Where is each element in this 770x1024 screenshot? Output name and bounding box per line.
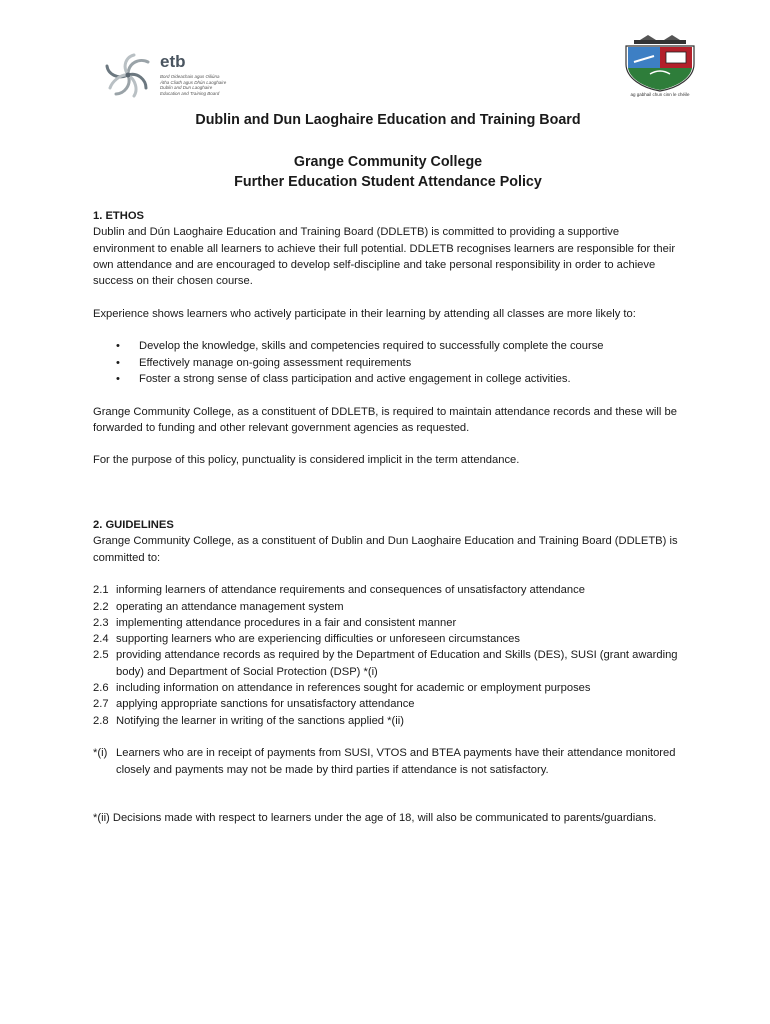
etb-logo-line: Dublin and Dun Laoghaire [160,85,213,90]
document-body [93,110,683,843]
footnote-ii: *(ii) Decisions made with respect to learners under the age of 18, will also be communicated to parents/guardians. [93,812,657,825]
list-item [93,355,683,371]
etb-wordmark: etb [160,52,186,71]
footnote-tag: *(i) [93,747,108,760]
list-item [93,713,683,729]
item-number: 2.1 [93,584,109,597]
item-number: 2.6 [93,682,109,695]
college-name: Grange Community College [293,154,483,170]
etb-logo-line: Education and Training Board [160,90,220,96]
item-text: providing attendance records as required by the Department of Education and Skills (DES), SUSI (grant awarding body) and Department of Social Protection (DSP) *(i) [116,649,678,678]
item-number: 2.5 [93,649,109,662]
etb-logo-line: Átha Cliath agus Dhún Laoghaire [160,79,227,85]
college-crest [620,34,700,104]
ethos-paragraph: Dublin and Dún Laoghaire Education and Training Board (DDLETB) is committed to providing a supportive environment to enable all learners to achieve their full potential. DDLETB recognises learners are responsible for their own attendance and are encouraged to develop self-discipline and take personal responsibility in order to achieve success on their chosen course. [93,226,676,288]
list-item-text: Effectively manage on-going assessment requirements [139,356,412,369]
etb-logo-text [160,74,226,96]
spacer [93,794,683,810]
list-item [93,582,683,598]
item-text: implementing attendance procedures in a fair and consistent manner [116,616,457,629]
item-text: Notifying the learner in writing of the sanctions applied *(ii) [116,714,404,727]
item-number: 2.4 [93,633,109,646]
etb-logo [102,52,262,100]
item-number: 2.2 [93,600,109,613]
item-text: informing learners of attendance requirements and consequences of unsatisfactory attendance [116,584,585,597]
item-text: operating an attendance management system [116,600,344,613]
bullet-icon: • [116,340,120,353]
records-paragraph: Grange Community College, as a constituent of DDLETB, is required to maintain attendance records and these will be forwarded to funding and other relevant government agencies as requested. [93,405,677,434]
list-item-text: Foster a strong sense of class participation and active engagement in college activities. [139,372,571,385]
list-item [93,631,683,647]
item-text: applying appropriate sanctions for unsatisfactory attendance [116,698,415,711]
item-text: including information on attendance in references sought for academic or employment purposes [116,682,591,695]
item-number: 2.3 [93,616,109,629]
benefits-list [93,338,683,387]
section-heading-guidelines: 2. GUIDELINES [93,519,174,532]
section-heading-ethos: 1. ETHOS [93,210,144,222]
guidelines-list [93,582,683,729]
title-block [93,152,683,192]
board-title: Dublin and Dun Laoghaire Education and Training Board [195,112,581,128]
spacer [93,485,683,517]
list-item [93,338,683,354]
bullet-icon: • [116,356,120,369]
list-item [93,696,683,712]
list-item [93,647,683,680]
experience-paragraph: Experience shows learners who actively participate in their learning by attending all classes are more likely to: [93,307,636,320]
item-number: 2.7 [93,698,109,711]
policy-title: Further Education Student Attendance Policy [234,174,542,190]
bullet-icon: • [116,372,120,385]
list-item [93,599,683,615]
list-item [93,615,683,631]
etb-logo-line: Bord Oideachais agus Oiliúna [160,74,220,79]
guidelines-intro: Grange Community College, as a constituent of Dublin and Dun Laoghaire Education and Training Board (DDLETB) is committed to: [93,535,678,564]
item-number: 2.8 [93,714,109,727]
punctuality-paragraph: For the purpose of this policy, punctuality is considered implicit in the term attendance. [93,454,520,467]
footnote-i [93,745,683,778]
crest-motto: ag gabhail chun cinn le chéile [630,92,690,97]
crest-shield-icon [620,34,700,92]
list-item [93,680,683,696]
list-item-text: Develop the knowledge, skills and competencies required to successfully complete the course [139,340,604,353]
list-item [93,371,683,387]
etb-swirl-icon [102,52,154,98]
footnote-text: Learners who are in receipt of payments from SUSI, VTOS and BTEA payments have their attendance monitored closely and payments may not be made by third parties if attendance is not satisfactory. [116,747,676,776]
item-text: supporting learners who are experiencing difficulties or unforeseen circumstances [116,633,521,646]
